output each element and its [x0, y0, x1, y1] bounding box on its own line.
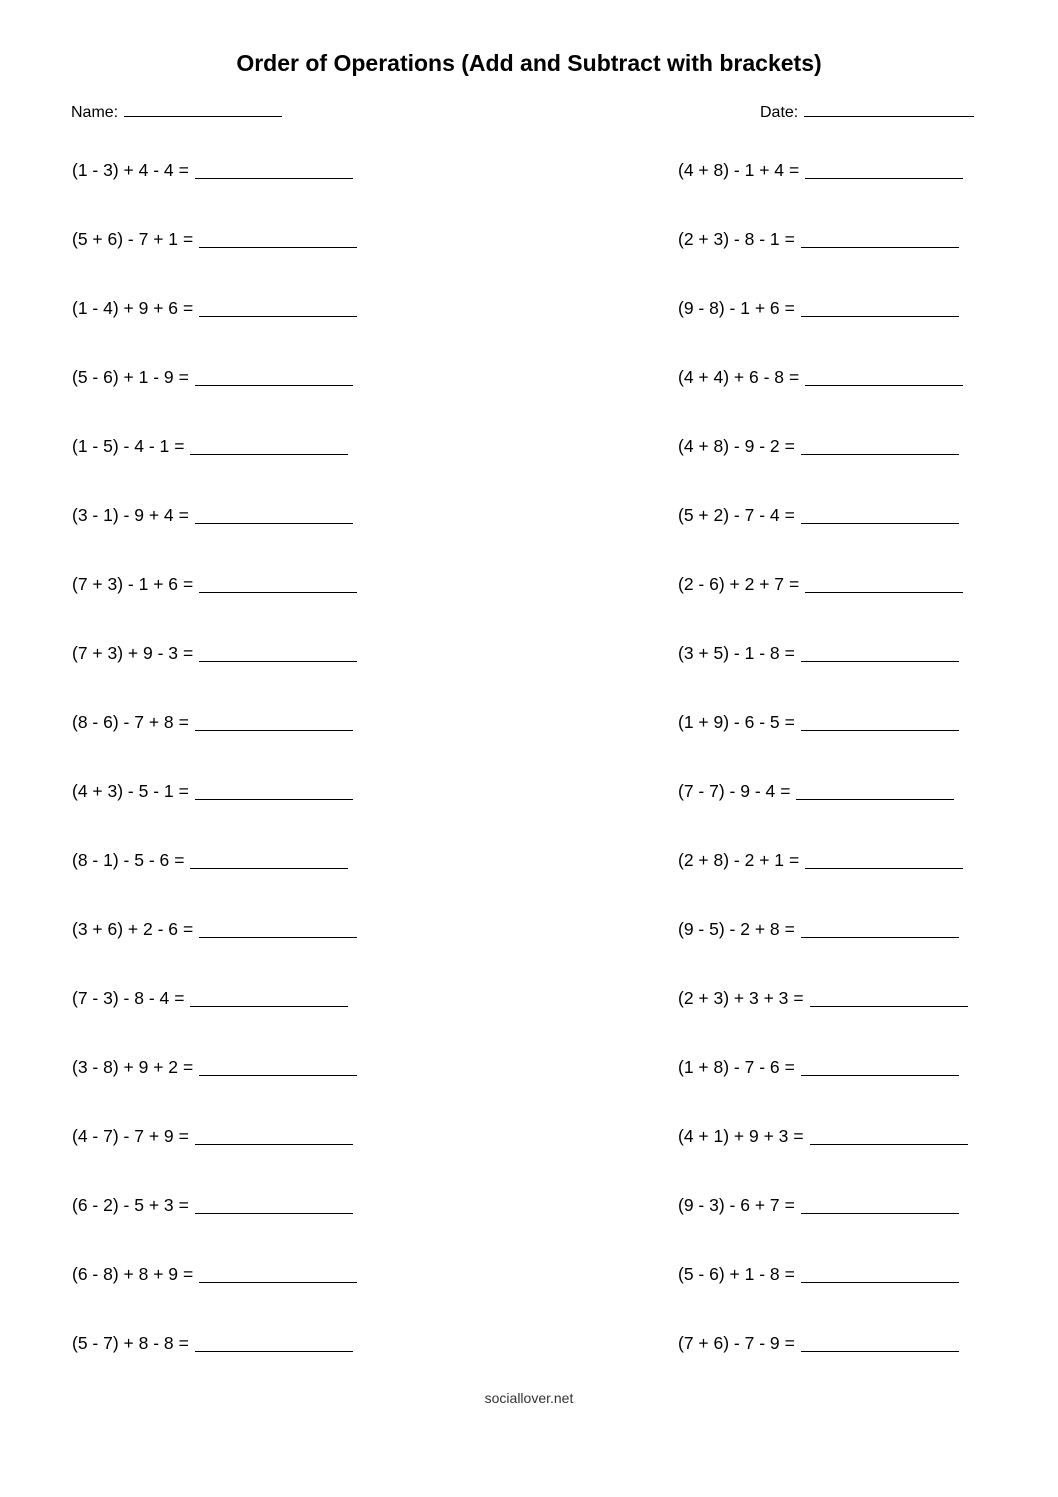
worksheet-title: Order of Operations (Add and Subtract with brackets): [236, 50, 822, 76]
problem-expression: (8 - 6) - 7 + 8: [72, 711, 174, 732]
problem-expression: (5 - 6) + 1 - 9: [72, 366, 174, 387]
problem-row: [72, 342, 357, 411]
problem-row: [678, 894, 968, 963]
equals-sign: =: [183, 642, 194, 663]
problem-expression: (3 - 1) - 9 + 4: [72, 504, 174, 525]
equals-sign: =: [178, 504, 189, 525]
equals-sign: =: [784, 711, 795, 732]
problem-row: [678, 963, 968, 1032]
problem-expression: (4 - 7) - 7 + 9: [72, 1125, 174, 1146]
problem-expression: (2 + 8) - 2 + 1: [678, 849, 785, 870]
problem-expression: (1 - 4) + 9 + 6: [72, 297, 179, 318]
equals-sign: =: [183, 1056, 194, 1077]
problem-expression: (5 + 2) - 7 - 4: [678, 504, 780, 525]
problem-column-right: [678, 135, 968, 1377]
equals-sign: =: [183, 1263, 194, 1284]
answer-blank-line[interactable]: [195, 505, 353, 524]
problem-expression: (4 + 8) - 9 - 2: [678, 435, 780, 456]
problem-row: [72, 204, 357, 273]
date-blank-line[interactable]: [804, 100, 974, 117]
answer-blank-line[interactable]: [801, 643, 959, 662]
problem-expression: (4 + 8) - 1 + 4: [678, 159, 785, 180]
equals-sign: =: [174, 987, 185, 1008]
equals-sign: =: [784, 435, 795, 456]
answer-blank-line[interactable]: [190, 436, 348, 455]
answer-blank-line[interactable]: [195, 712, 353, 731]
problem-row: [72, 1032, 357, 1101]
problem-row: [72, 1170, 357, 1239]
answer-blank-line[interactable]: [810, 1126, 968, 1145]
answer-blank-line[interactable]: [195, 160, 353, 179]
problem-row: [72, 411, 357, 480]
equals-sign: =: [183, 228, 194, 249]
problem-row: [678, 411, 968, 480]
answer-blank-line[interactable]: [801, 1057, 959, 1076]
answer-blank-line[interactable]: [801, 298, 959, 317]
problem-row: [678, 618, 968, 687]
problem-expression: (9 - 5) - 2 + 8: [678, 918, 780, 939]
answer-blank-line[interactable]: [190, 850, 348, 869]
problem-expression: (2 + 3) + 3 + 3: [678, 987, 789, 1008]
equals-sign: =: [784, 504, 795, 525]
problem-column-left: [72, 135, 357, 1377]
answer-blank-line[interactable]: [199, 574, 357, 593]
answer-blank-line[interactable]: [801, 1195, 959, 1214]
problem-row: [72, 549, 357, 618]
equals-sign: =: [793, 1125, 804, 1146]
problem-row: [72, 1239, 357, 1308]
problem-row: [678, 1101, 968, 1170]
answer-blank-line[interactable]: [199, 229, 357, 248]
problem-row: [72, 135, 357, 204]
equals-sign: =: [784, 918, 795, 939]
equals-sign: =: [780, 780, 791, 801]
problem-expression: (6 - 8) + 8 + 9: [72, 1263, 179, 1284]
answer-blank-line[interactable]: [195, 367, 353, 386]
problem-row: [72, 756, 357, 825]
name-field: [71, 100, 282, 123]
date-label: Date:: [760, 104, 799, 121]
answer-blank-line[interactable]: [801, 436, 959, 455]
problem-expression: (7 + 3) - 1 + 6: [72, 573, 179, 594]
problem-expression: (8 - 1) - 5 - 6: [72, 849, 170, 870]
problem-row: [678, 756, 968, 825]
equals-sign: =: [178, 159, 189, 180]
answer-blank-line[interactable]: [801, 1333, 959, 1352]
problem-row: [678, 273, 968, 342]
answer-blank-line[interactable]: [195, 1195, 353, 1214]
problem-row: [678, 342, 968, 411]
answer-blank-line[interactable]: [805, 367, 963, 386]
equals-sign: =: [784, 1332, 795, 1353]
problem-expression: (4 + 1) + 9 + 3: [678, 1125, 789, 1146]
problem-expression: (5 + 6) - 7 + 1: [72, 228, 179, 249]
problem-expression: (7 + 3) + 9 - 3: [72, 642, 179, 663]
answer-blank-line[interactable]: [801, 1264, 959, 1283]
equals-sign: =: [183, 573, 194, 594]
problem-row: [72, 480, 357, 549]
equals-sign: =: [178, 366, 189, 387]
problem-row: [72, 1101, 357, 1170]
problem-expression: (2 + 3) - 8 - 1: [678, 228, 780, 249]
problem-expression: (3 + 6) + 2 - 6: [72, 918, 179, 939]
problem-expression: (4 + 4) + 6 - 8: [678, 366, 785, 387]
problem-expression: (7 + 6) - 7 - 9: [678, 1332, 780, 1353]
problem-row: [72, 273, 357, 342]
equals-sign: =: [784, 1263, 795, 1284]
problem-expression: (9 - 3) - 6 + 7: [678, 1194, 780, 1215]
problem-row: [72, 1308, 357, 1377]
answer-blank-line[interactable]: [195, 781, 353, 800]
problem-expression: (3 - 8) + 9 + 2: [72, 1056, 179, 1077]
problem-row: [678, 1032, 968, 1101]
equals-sign: =: [178, 1125, 189, 1146]
problem-expression: (1 + 8) - 7 - 6: [678, 1056, 780, 1077]
equals-sign: =: [174, 849, 185, 870]
problem-expression: (7 - 3) - 8 - 4: [72, 987, 170, 1008]
problem-row: [72, 618, 357, 687]
problem-expression: (1 - 3) + 4 - 4: [72, 159, 174, 180]
problem-row: [72, 825, 357, 894]
problem-row: [678, 1308, 968, 1377]
problem-row: [72, 963, 357, 1032]
footer-site: sociallover.net: [484, 1390, 574, 1406]
equals-sign: =: [178, 1194, 189, 1215]
answer-blank-line[interactable]: [801, 919, 959, 938]
name-blank-line[interactable]: [124, 100, 282, 117]
answer-blank-line[interactable]: [805, 160, 963, 179]
date-field: [760, 100, 974, 123]
problem-expression: (9 - 8) - 1 + 6: [678, 297, 780, 318]
problem-row: [678, 1239, 968, 1308]
problem-row: [678, 549, 968, 618]
answer-blank-line[interactable]: [801, 712, 959, 731]
equals-sign: =: [784, 1194, 795, 1215]
answer-blank-line[interactable]: [796, 781, 954, 800]
problem-expression: (1 - 5) - 4 - 1: [72, 435, 170, 456]
equals-sign: =: [178, 1332, 189, 1353]
answer-blank-line[interactable]: [195, 1333, 353, 1352]
answer-blank-line[interactable]: [805, 574, 963, 593]
equals-sign: =: [178, 711, 189, 732]
equals-sign: =: [784, 1056, 795, 1077]
equals-sign: =: [183, 297, 194, 318]
answer-blank-line[interactable]: [810, 988, 968, 1007]
answer-blank-line[interactable]: [805, 850, 963, 869]
equals-sign: =: [174, 435, 185, 456]
equals-sign: =: [784, 297, 795, 318]
problem-row: [72, 894, 357, 963]
answer-blank-line[interactable]: [190, 988, 348, 1007]
equals-sign: =: [789, 366, 800, 387]
equals-sign: =: [784, 642, 795, 663]
answer-blank-line[interactable]: [199, 1057, 357, 1076]
problem-row: [72, 687, 357, 756]
answer-blank-line[interactable]: [199, 643, 357, 662]
problem-expression: (5 - 7) + 8 - 8: [72, 1332, 174, 1353]
problem-expression: (6 - 2) - 5 + 3: [72, 1194, 174, 1215]
problem-expression: (4 + 3) - 5 - 1: [72, 780, 174, 801]
problem-row: [678, 480, 968, 549]
problem-expression: (5 - 6) + 1 - 8: [678, 1263, 780, 1284]
answer-blank-line[interactable]: [199, 919, 357, 938]
name-label: Name:: [71, 104, 119, 121]
equals-sign: =: [178, 780, 189, 801]
problem-expression: (2 - 6) + 2 + 7: [678, 573, 785, 594]
answer-blank-line[interactable]: [199, 298, 357, 317]
equals-sign: =: [789, 159, 800, 180]
answer-blank-line[interactable]: [195, 1126, 353, 1145]
problem-expression: (1 + 9) - 6 - 5: [678, 711, 780, 732]
answer-blank-line[interactable]: [199, 1264, 357, 1283]
problem-row: [678, 825, 968, 894]
problem-row: [678, 1170, 968, 1239]
problem-row: [678, 204, 968, 273]
equals-sign: =: [793, 987, 804, 1008]
problem-expression: (7 - 7) - 9 - 4: [678, 780, 776, 801]
equals-sign: =: [789, 849, 800, 870]
problem-expression: (3 + 5) - 1 - 8: [678, 642, 780, 663]
equals-sign: =: [784, 228, 795, 249]
problem-row: [678, 135, 968, 204]
equals-sign: =: [183, 918, 194, 939]
answer-blank-line[interactable]: [801, 505, 959, 524]
equals-sign: =: [789, 573, 800, 594]
problem-row: [678, 687, 968, 756]
answer-blank-line[interactable]: [801, 229, 959, 248]
